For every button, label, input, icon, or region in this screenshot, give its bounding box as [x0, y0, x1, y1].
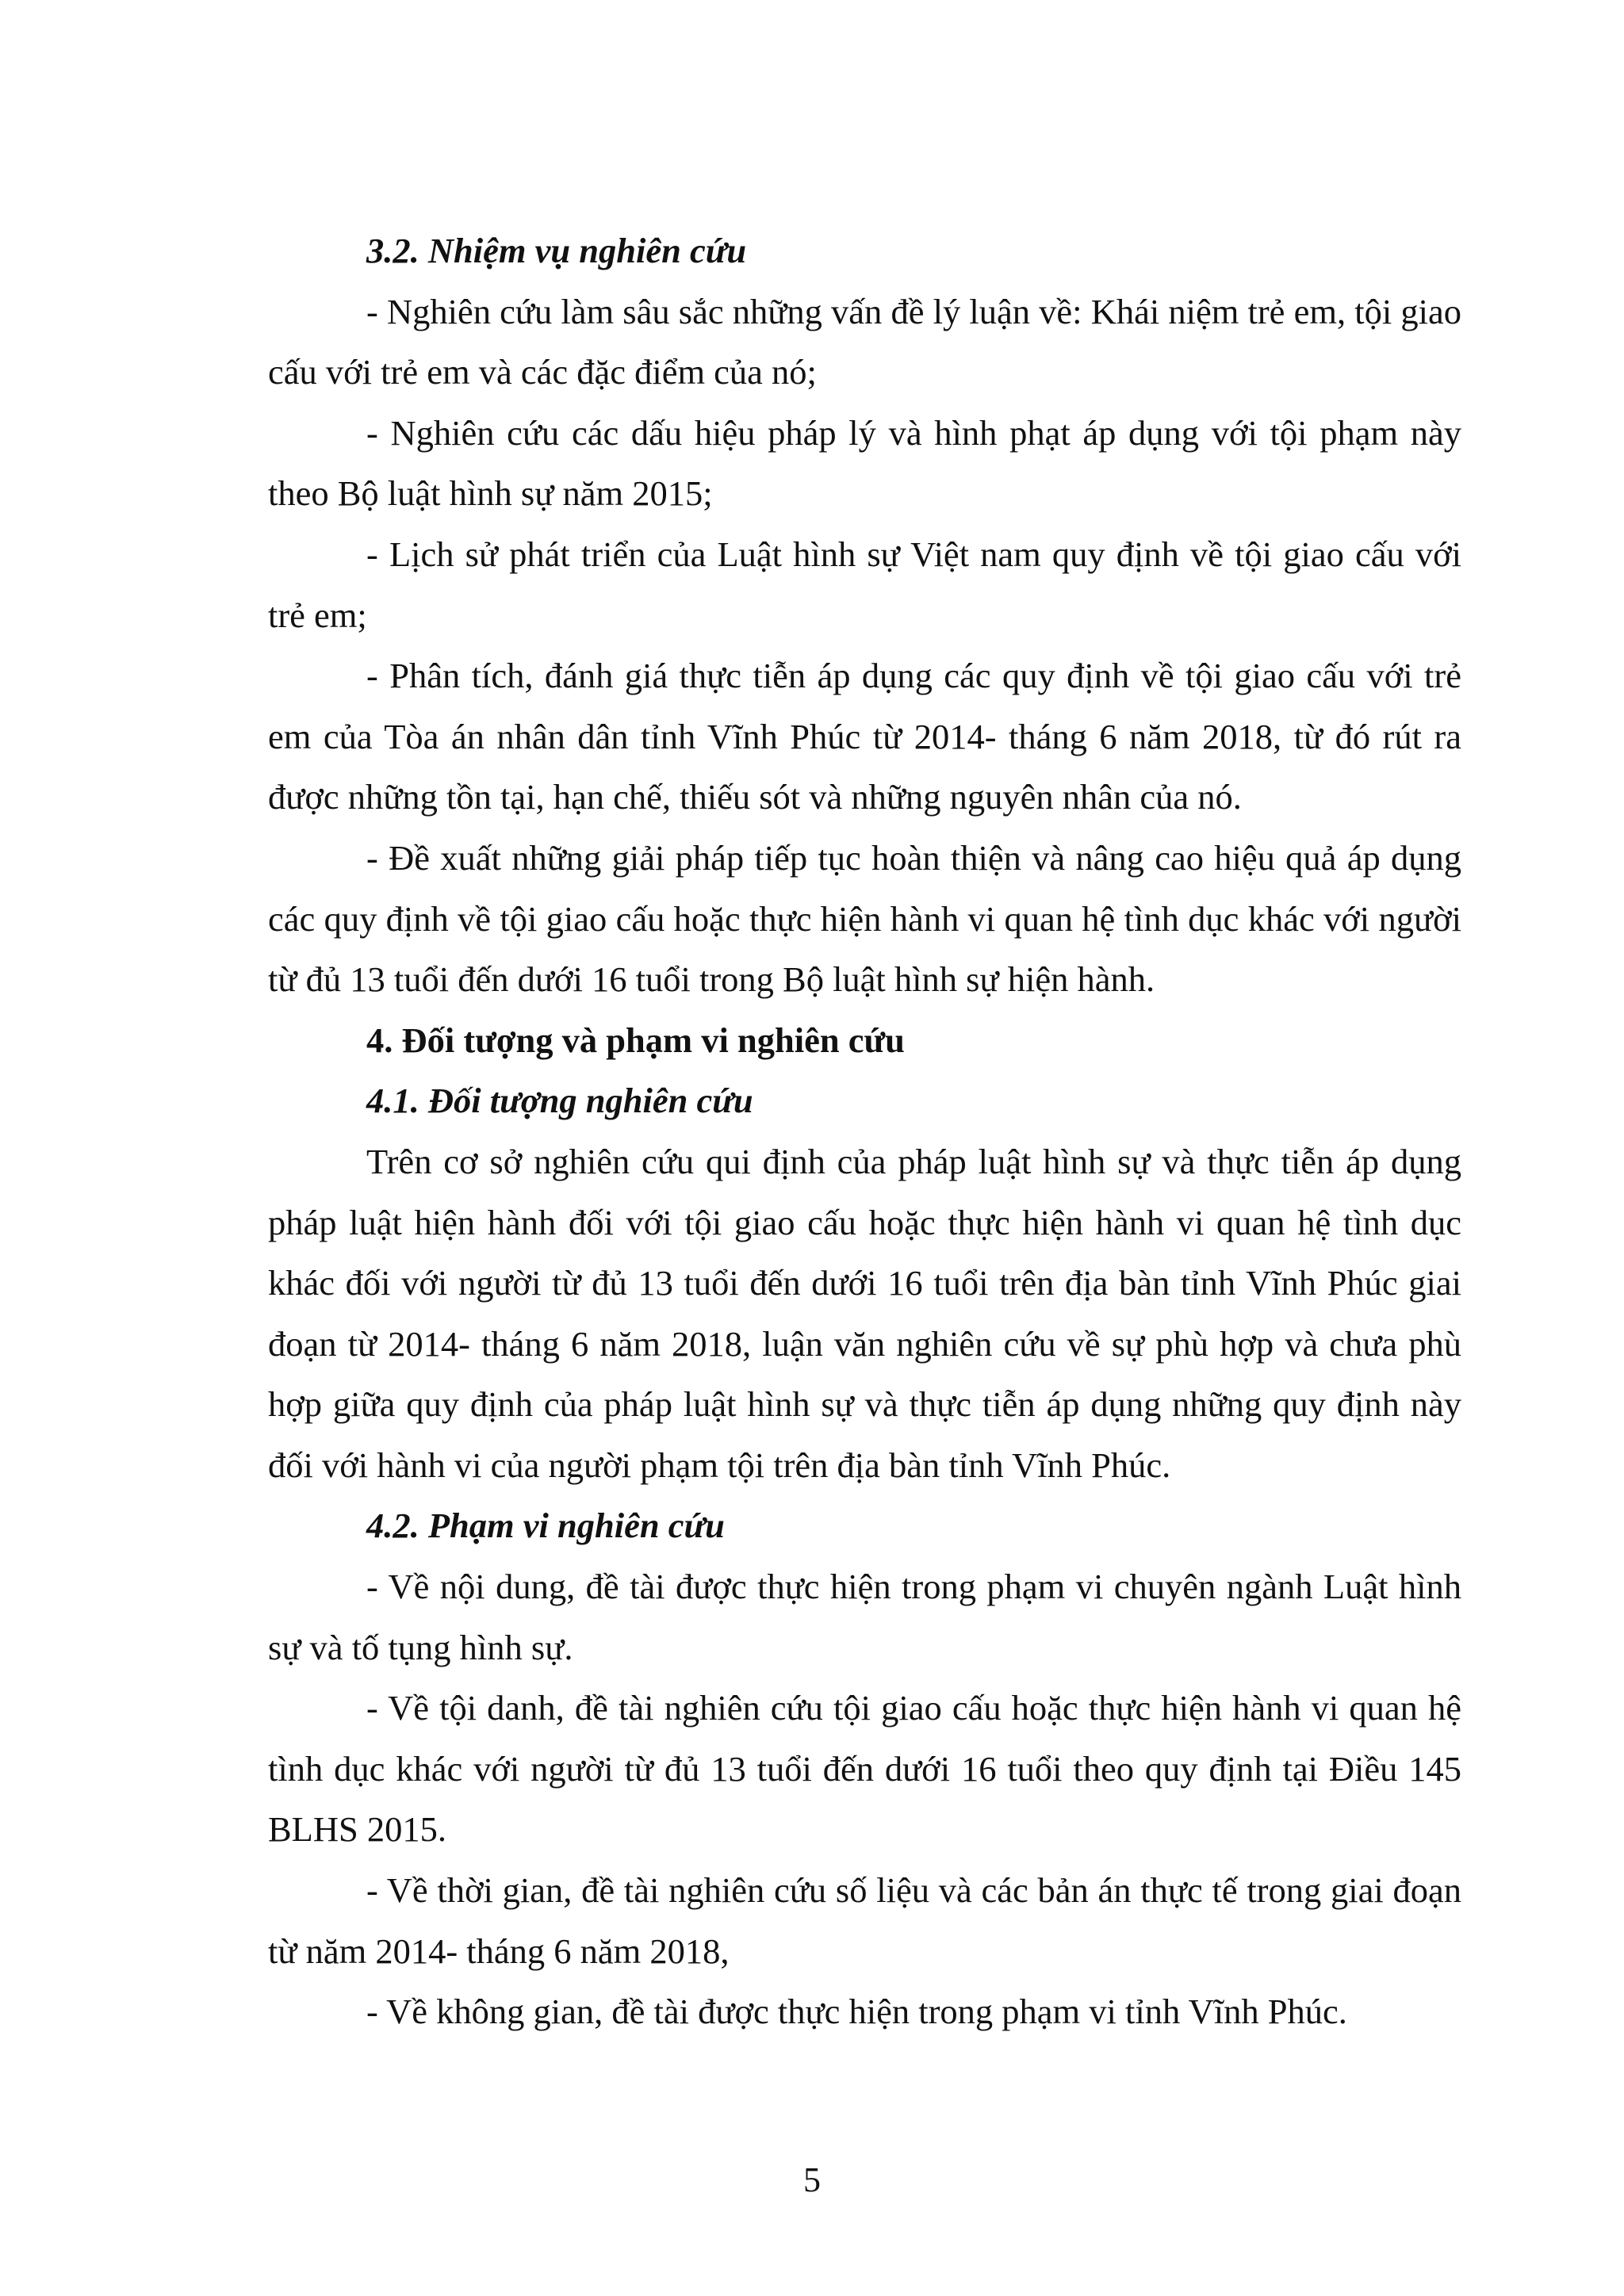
text-line: - Nghiên cứu các dấu hiệu pháp lý và hình phạt áp dụng với tội phạm này: [366, 412, 1461, 453]
page-body: [268, 220, 1461, 2042]
text-line: - Về tội danh, đề tài nghiên cứu tội giao cấu hoặc thực hiện hành vi quan hệ: [366, 1688, 1461, 1728]
text-line: từ đủ 13 tuổi đến dưới 16 tuổi trong Bộ luật hình sự hiện hành.: [268, 959, 1155, 1000]
section-heading: 4. Đối tượng và phạm vi nghiên cứu: [366, 1020, 905, 1060]
text-line: các quy định về tội giao cấu hoặc thực hiện hành vi quan hệ tình dục khác với người: [268, 898, 1461, 939]
text-line: BLHS 2015.: [268, 1809, 446, 1850]
text-line: theo Bộ luật hình sự năm 2015;: [268, 473, 713, 514]
text-line: được những tồn tại, hạn chế, thiếu sót và những nguyên nhân của nó.: [268, 777, 1242, 817]
section-heading: 3.2. Nhiệm vụ nghiên cứu: [366, 231, 747, 270]
section-heading: 4.2. Phạm vi nghiên cứu: [366, 1506, 725, 1546]
text-line: pháp luật hiện hành đối với tội giao cấu hoặc thực hiện hành vi quan hệ tình dục: [268, 1202, 1461, 1242]
text-line: - Phân tích, đánh giá thực tiễn áp dụng các quy định về tội giao cấu với trẻ: [366, 656, 1461, 696]
text-line: - Về không gian, đề tài được thực hiện trong phạm vi tỉnh Vĩnh Phúc.: [366, 1992, 1347, 2032]
section-heading: 4.1. Đối tượng nghiên cứu: [366, 1081, 753, 1121]
text-line: từ năm 2014- tháng 6 năm 2018,: [268, 1931, 730, 1971]
text-line: Trên cơ sở nghiên cứu qui định của pháp luật hình sự và thực tiễn áp dụng: [366, 1141, 1461, 1181]
text-line: - Về thời gian, đề tài nghiên cứu số liệu và các bản án thực tế trong giai đoạn: [366, 1870, 1461, 1911]
page-number: 5: [803, 2160, 821, 2199]
text-line: đoạn từ 2014- tháng 6 năm 2018, luận văn nghiên cứu về sự phù hợp và chưa phù: [268, 1323, 1461, 1364]
text-line: trẻ em;: [268, 595, 367, 635]
text-line: sự và tố tụng hình sự.: [268, 1627, 573, 1667]
text-line: em của Tòa án nhân dân tỉnh Vĩnh Phúc từ 2014- tháng 6 năm 2018, từ đó rút ra: [268, 716, 1461, 756]
text-line: - Nghiên cứu làm sâu sắc những vấn đề lý luận về: Khái niệm trẻ em, tội giao: [366, 291, 1461, 331]
text-line: - Đề xuất những giải pháp tiếp tục hoàn thiện và nâng cao hiệu quả áp dụng: [366, 837, 1461, 878]
text-line: - Lịch sử phát triển của Luật hình sự Việt nam quy định về tội giao cấu với: [366, 534, 1461, 574]
text-line: khác đối với người từ đủ 13 tuổi đến dưới 16 tuổi trên địa bàn tỉnh Vĩnh Phúc giai: [268, 1263, 1461, 1303]
text-line: cấu với trẻ em và các đặc điểm của nó;: [268, 352, 817, 392]
text-line: tình dục khác với người từ đủ 13 tuổi đến dưới 16 tuổi theo quy định tại Điều 145: [268, 1748, 1461, 1789]
text-line: hợp giữa quy định của pháp luật hình sự và thực tiễn áp dụng những quy định này: [268, 1384, 1461, 1425]
text-line: đối với hành vi của người phạm tội trên địa bàn tỉnh Vĩnh Phúc.: [268, 1445, 1171, 1485]
text-line: - Về nội dung, đề tài được thực hiện trong phạm vi chuyên ngành Luật hình: [366, 1567, 1461, 1607]
